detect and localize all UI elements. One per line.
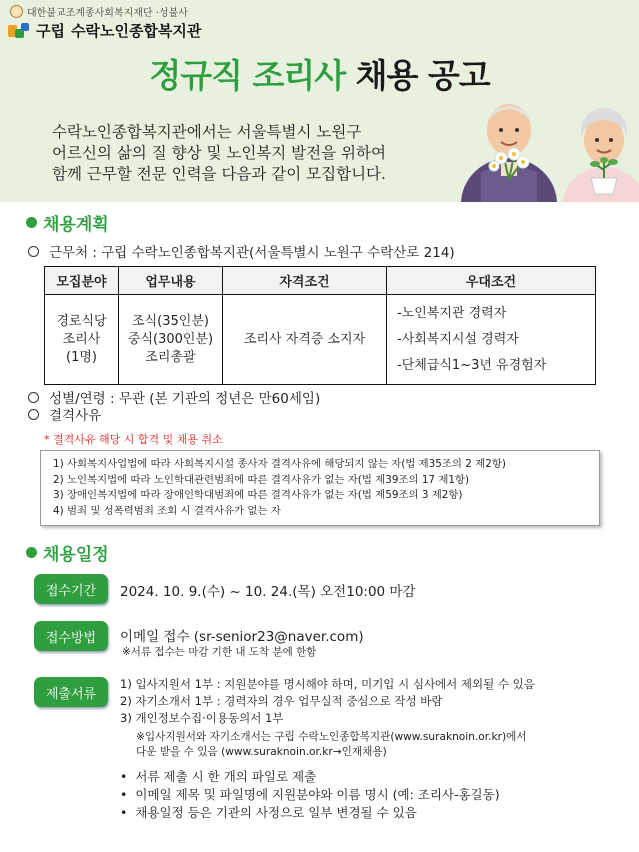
organization-name [8, 20, 201, 41]
note-line: 다운 받을 수 있음 (www.suraknoin.or.kr→인재채용) [136, 746, 387, 758]
preferred-line: -노인복지관 경력자 [397, 305, 507, 321]
submission-notes [120, 768, 500, 822]
elderly-couple-illustration [439, 82, 639, 202]
field-cell [45, 295, 119, 385]
table-header: 자격조건 [223, 267, 387, 295]
duty-line: 중식(300인분) [127, 331, 214, 347]
foundation-seal-icon [10, 5, 23, 18]
disqualification-warning: * 결격사유 해당 시 합격 및 채용 취소 [44, 433, 223, 446]
intro-line: 어르신의 삶의 질 향상 및 노인복지 발전을 위하여 [52, 144, 386, 162]
method-note: ※서류 접수는 마감 기한 내 도착 분에 한함 [122, 646, 317, 658]
table-header: 모집분야 [45, 267, 119, 295]
list-item: 2) 노인복지법에 따라 노인학대관련범죄에 따른 결격사유가 없는 자(법 제39조의 17 제1항) [53, 473, 470, 486]
intro-line: 함께 근무할 전문 인력을 다음과 같이 모집합니다. [52, 165, 386, 183]
list-item: 3) 개인정보수집·이용동의서 1부 [120, 711, 284, 725]
note-line: ※입사지원서와 자기소개서는 구립 수락노인종합복지관(www.suraknoin.or.kr)에서 [136, 731, 527, 743]
circle-bullet-icon [28, 409, 39, 420]
method-value: 이메일 접수 (sr-senior23@naver.com) [120, 629, 364, 645]
organization-prefix: 구립 [36, 22, 65, 40]
disqualification-box [40, 450, 600, 526]
title-position: 정규직 조리사 [149, 56, 346, 95]
plan-heading-text: 채용계획 [43, 215, 109, 235]
foundation-name: 대한불교조계종사회복지재단 ·성불사 [27, 8, 188, 19]
documents-tag: 제출서류 [34, 677, 108, 707]
list-item: 3) 장애인복지법에 따라 장애인학대범죄에 따른 결격사유가 없는 자(법 제59조의 3 제2항) [53, 489, 463, 501]
gender-age-text: 성별/연령 : 무관 (본 기관의 정년은 만60세임) [49, 391, 321, 407]
table-header: 업무내용 [119, 267, 223, 295]
foundation-line [10, 4, 188, 19]
field-line: 경로식당 [56, 313, 107, 329]
table-row [45, 295, 596, 385]
workplace-label: 근무처 : [49, 245, 102, 261]
title-announcement: 채용 공고 [355, 56, 490, 95]
disqualification-text: 결격사유 [49, 408, 102, 424]
qualification-cell: 조리사 자격증 소지자 [223, 295, 387, 385]
organization-title: 수락노인종합복지관 [70, 22, 202, 40]
disqualification-line [28, 404, 101, 424]
list-item: 4) 범죄 및 성폭력범죄 조회 시 결격사유가 없는 자 [53, 504, 281, 517]
duties-cell [119, 295, 223, 385]
workplace-value: 구립 수락노인종합복지관(서울특별시 노원구 수락산로 214) [101, 245, 455, 261]
method-tag: 접수방법 [34, 621, 108, 651]
center-logo-icon [8, 23, 30, 39]
table-header: 우대조건 [387, 267, 596, 295]
documents-list [120, 676, 535, 727]
heading-dot-icon [26, 547, 37, 558]
preferred-line: -사회복지시설 경력자 [397, 331, 519, 347]
list-item: 2) 자기소개서 1부 : 경력자의 경우 업무실적 중심으로 작성 바람 [120, 694, 443, 708]
documents-note [136, 730, 527, 760]
list-item: • 서류 제출 시 한 개의 파일로 제출 [120, 768, 500, 786]
circle-bullet-icon [28, 392, 39, 403]
preferred-line: -단체급식1~3년 유경험자 [397, 357, 547, 373]
workplace-line [28, 241, 455, 261]
period-tag: 접수기간 [34, 574, 108, 604]
list-item: 1) 입사지원서 1부 : 지원분야를 명시해야 하며, 미기입 시 심사에서 제외될 수 있음 [120, 677, 535, 691]
list-item: 1) 사회복지사업법에 따라 사회복지시설 종사자 결격사유에 해당되지 않는 자(법 제35조의 2 제2항) [53, 458, 506, 470]
field-line: 조리사 [62, 331, 101, 347]
preferred-cell [387, 295, 596, 385]
plan-heading [26, 210, 109, 235]
recruitment-table [44, 266, 596, 385]
intro-text [52, 122, 452, 185]
header-banner [0, 0, 639, 202]
intro-line: 수락노인종합복지관에서는 서울특별시 노원구 [52, 123, 362, 141]
duty-line: 조리총괄 [145, 349, 196, 365]
heading-dot-icon [26, 217, 37, 228]
schedule-heading-text: 채용일정 [43, 545, 109, 565]
schedule-heading [26, 540, 109, 565]
field-line: (1명) [66, 349, 97, 365]
list-item: • 채용일정 등은 기관의 사정으로 일부 변경될 수 있음 [120, 804, 500, 822]
list-item: • 이메일 제목 및 파일명에 지원분야와 이름 명시 (예: 조리사-홍길동) [120, 786, 500, 804]
period-value: 2024. 10. 9.(수) ~ 10. 24.(목) 오전10:00 마감 [120, 584, 416, 600]
duty-line: 조식(35인분) [132, 313, 209, 329]
circle-bullet-icon [28, 246, 39, 257]
